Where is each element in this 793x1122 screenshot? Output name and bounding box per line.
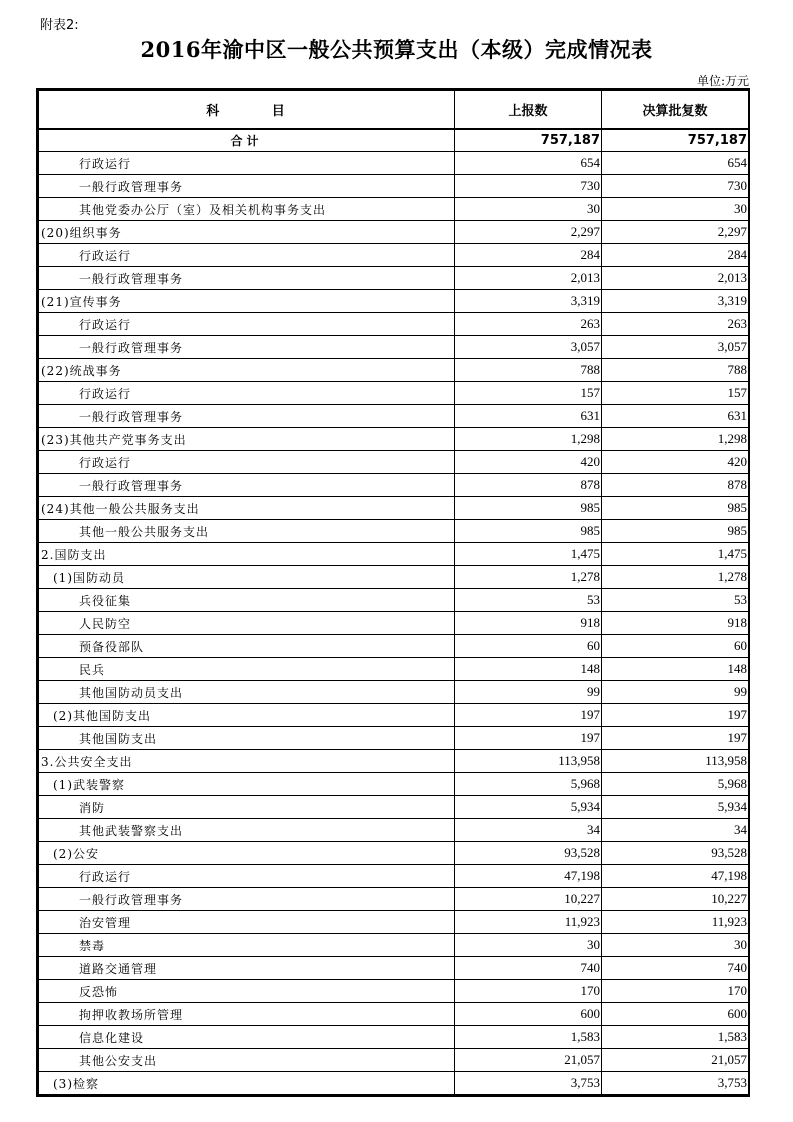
row-subject: (1)国防动员 [39, 566, 455, 589]
row-approved: 34 [602, 819, 749, 842]
row-approved: 1,298 [602, 428, 749, 451]
row-approved: 5,934 [602, 796, 749, 819]
unit-label: 单位:万元 [696, 74, 749, 88]
table-row [39, 658, 749, 681]
table-row [39, 842, 749, 865]
row-subject: (1)武装警察 [39, 773, 455, 796]
table-row [39, 865, 749, 888]
row-reported: 170 [455, 980, 602, 1003]
row-subject: 一般行政管理事务 [39, 175, 455, 198]
table-row [39, 497, 749, 520]
row-reported: 93,528 [455, 842, 602, 865]
row-reported: 197 [455, 727, 602, 750]
table-row [39, 704, 749, 727]
table-row [39, 934, 749, 957]
row-subject: (21)宣传事务 [39, 290, 455, 313]
table-row [39, 1026, 749, 1049]
row-reported: 3,057 [455, 336, 602, 359]
table-row [39, 750, 749, 773]
row-subject: 治安管理 [39, 911, 455, 934]
row-subject: 拘押收教场所管理 [39, 1003, 455, 1026]
row-subject: 其他国防支出 [39, 727, 455, 750]
page-title: 2016年渝中区一般公共预算支出（本级）完成情况表 [140, 37, 653, 62]
row-approved: 148 [602, 658, 749, 681]
row-reported: 263 [455, 313, 602, 336]
table-row [39, 520, 749, 543]
row-reported: 654 [455, 152, 602, 175]
row-reported: 99 [455, 681, 602, 704]
row-approved: 30 [602, 934, 749, 957]
row-subject: 其他公安支出 [39, 1049, 455, 1072]
row-reported: 600 [455, 1003, 602, 1026]
row-approved: 11,923 [602, 911, 749, 934]
row-approved: 99 [602, 681, 749, 704]
table-row [39, 980, 749, 1003]
total-label: 合计 [39, 129, 455, 152]
row-subject: 民兵 [39, 658, 455, 681]
table-row [39, 313, 749, 336]
budget-table [38, 90, 749, 1095]
row-reported: 878 [455, 474, 602, 497]
row-subject: 一般行政管理事务 [39, 267, 455, 290]
table-row [39, 1049, 749, 1072]
row-approved: 1,475 [602, 543, 749, 566]
row-approved: 985 [602, 497, 749, 520]
table-row [39, 175, 749, 198]
row-approved: 113,958 [602, 750, 749, 773]
row-subject: 一般行政管理事务 [39, 888, 455, 911]
table-row [39, 405, 749, 428]
row-subject: 2.国防支出 [39, 543, 455, 566]
row-subject: 行政运行 [39, 152, 455, 175]
row-subject: (2)公安 [39, 842, 455, 865]
row-reported: 788 [455, 359, 602, 382]
table-row [39, 911, 749, 934]
row-approved: 197 [602, 704, 749, 727]
row-approved: 10,227 [602, 888, 749, 911]
row-subject: 一般行政管理事务 [39, 336, 455, 359]
row-reported: 985 [455, 520, 602, 543]
row-approved: 5,968 [602, 773, 749, 796]
table-header-row [39, 91, 749, 129]
row-reported: 3,753 [455, 1072, 602, 1095]
row-reported: 157 [455, 382, 602, 405]
row-subject: (2)其他国防支出 [39, 704, 455, 727]
row-approved: 2,013 [602, 267, 749, 290]
row-subject: (20)组织事务 [39, 221, 455, 244]
row-approved: 631 [602, 405, 749, 428]
row-approved: 420 [602, 451, 749, 474]
row-approved: 93,528 [602, 842, 749, 865]
row-reported: 730 [455, 175, 602, 198]
row-approved: 2,297 [602, 221, 749, 244]
table-row [39, 474, 749, 497]
table-row [39, 359, 749, 382]
row-reported: 1,475 [455, 543, 602, 566]
table-row [39, 198, 749, 221]
row-subject: 预备役部队 [39, 635, 455, 658]
row-reported: 631 [455, 405, 602, 428]
row-subject: (22)统战事务 [39, 359, 455, 382]
row-approved: 263 [602, 313, 749, 336]
row-reported: 740 [455, 957, 602, 980]
column-header-subject: 科 目 [39, 91, 455, 129]
row-approved: 284 [602, 244, 749, 267]
total-approved: 757,187 [602, 129, 749, 152]
row-reported: 10,227 [455, 888, 602, 911]
row-reported: 21,057 [455, 1049, 602, 1072]
table-row [39, 451, 749, 474]
row-subject: 禁毒 [39, 934, 455, 957]
table-row [39, 589, 749, 612]
table-row [39, 290, 749, 313]
row-subject: 行政运行 [39, 313, 455, 336]
row-subject: 反恐怖 [39, 980, 455, 1003]
table-row [39, 1072, 749, 1095]
row-reported: 30 [455, 198, 602, 221]
column-header-reported: 上报数 [455, 91, 602, 129]
row-reported: 1,298 [455, 428, 602, 451]
row-subject: 其他一般公共服务支出 [39, 520, 455, 543]
row-subject: 其他国防动员支出 [39, 681, 455, 704]
row-reported: 284 [455, 244, 602, 267]
row-reported: 60 [455, 635, 602, 658]
row-approved: 600 [602, 1003, 749, 1026]
row-reported: 1,278 [455, 566, 602, 589]
budget-table-frame [36, 88, 750, 1097]
table-row [39, 612, 749, 635]
row-reported: 113,958 [455, 750, 602, 773]
table-row [39, 1003, 749, 1026]
row-subject: 行政运行 [39, 382, 455, 405]
row-approved: 60 [602, 635, 749, 658]
row-approved: 197 [602, 727, 749, 750]
table-row [39, 382, 749, 405]
row-subject: (23)其他共产党事务支出 [39, 428, 455, 451]
row-subject: 其他党委办公厅（室）及相关机构事务支出 [39, 198, 455, 221]
row-approved: 1,278 [602, 566, 749, 589]
row-subject: 道路交通管理 [39, 957, 455, 980]
table-row [39, 543, 749, 566]
row-approved: 918 [602, 612, 749, 635]
row-approved: 985 [602, 520, 749, 543]
row-reported: 47,198 [455, 865, 602, 888]
table-row [39, 727, 749, 750]
row-subject: (24)其他一般公共服务支出 [39, 497, 455, 520]
row-approved: 3,753 [602, 1072, 749, 1095]
row-approved: 740 [602, 957, 749, 980]
row-approved: 3,057 [602, 336, 749, 359]
row-approved: 53 [602, 589, 749, 612]
row-reported: 5,968 [455, 773, 602, 796]
row-approved: 878 [602, 474, 749, 497]
table-row [39, 819, 749, 842]
table-row [39, 681, 749, 704]
table-row [39, 773, 749, 796]
row-approved: 157 [602, 382, 749, 405]
row-reported: 148 [455, 658, 602, 681]
row-subject: 一般行政管理事务 [39, 405, 455, 428]
row-reported: 918 [455, 612, 602, 635]
row-subject: 行政运行 [39, 865, 455, 888]
row-approved: 654 [602, 152, 749, 175]
table-row [39, 957, 749, 980]
row-subject: 一般行政管理事务 [39, 474, 455, 497]
table-row [39, 336, 749, 359]
row-reported: 2,013 [455, 267, 602, 290]
total-row [39, 129, 749, 152]
row-subject: 行政运行 [39, 244, 455, 267]
row-approved: 1,583 [602, 1026, 749, 1049]
table-row [39, 152, 749, 175]
row-subject: 消防 [39, 796, 455, 819]
row-subject: 人民防空 [39, 612, 455, 635]
row-subject: 兵役征集 [39, 589, 455, 612]
total-reported: 757,187 [455, 129, 602, 152]
annex-label: 附表2: [40, 18, 79, 33]
row-reported: 34 [455, 819, 602, 842]
row-reported: 197 [455, 704, 602, 727]
table-row [39, 244, 749, 267]
table-row [39, 566, 749, 589]
row-subject: 其他武装警察支出 [39, 819, 455, 842]
table-row [39, 796, 749, 819]
row-subject: 3.公共安全支出 [39, 750, 455, 773]
row-reported: 30 [455, 934, 602, 957]
row-approved: 730 [602, 175, 749, 198]
row-reported: 3,319 [455, 290, 602, 313]
row-reported: 420 [455, 451, 602, 474]
row-approved: 788 [602, 359, 749, 382]
row-reported: 2,297 [455, 221, 602, 244]
table-row [39, 221, 749, 244]
row-approved: 30 [602, 198, 749, 221]
row-reported: 1,583 [455, 1026, 602, 1049]
row-approved: 170 [602, 980, 749, 1003]
row-subject: 行政运行 [39, 451, 455, 474]
row-reported: 985 [455, 497, 602, 520]
table-row [39, 428, 749, 451]
column-header-approved: 决算批复数 [602, 91, 749, 129]
table-row [39, 888, 749, 911]
row-approved: 21,057 [602, 1049, 749, 1072]
table-row [39, 635, 749, 658]
row-subject: 信息化建设 [39, 1026, 455, 1049]
table-row [39, 267, 749, 290]
row-subject: (3)检察 [39, 1072, 455, 1095]
row-reported: 11,923 [455, 911, 602, 934]
row-reported: 53 [455, 589, 602, 612]
row-reported: 5,934 [455, 796, 602, 819]
row-approved: 47,198 [602, 865, 749, 888]
row-approved: 3,319 [602, 290, 749, 313]
